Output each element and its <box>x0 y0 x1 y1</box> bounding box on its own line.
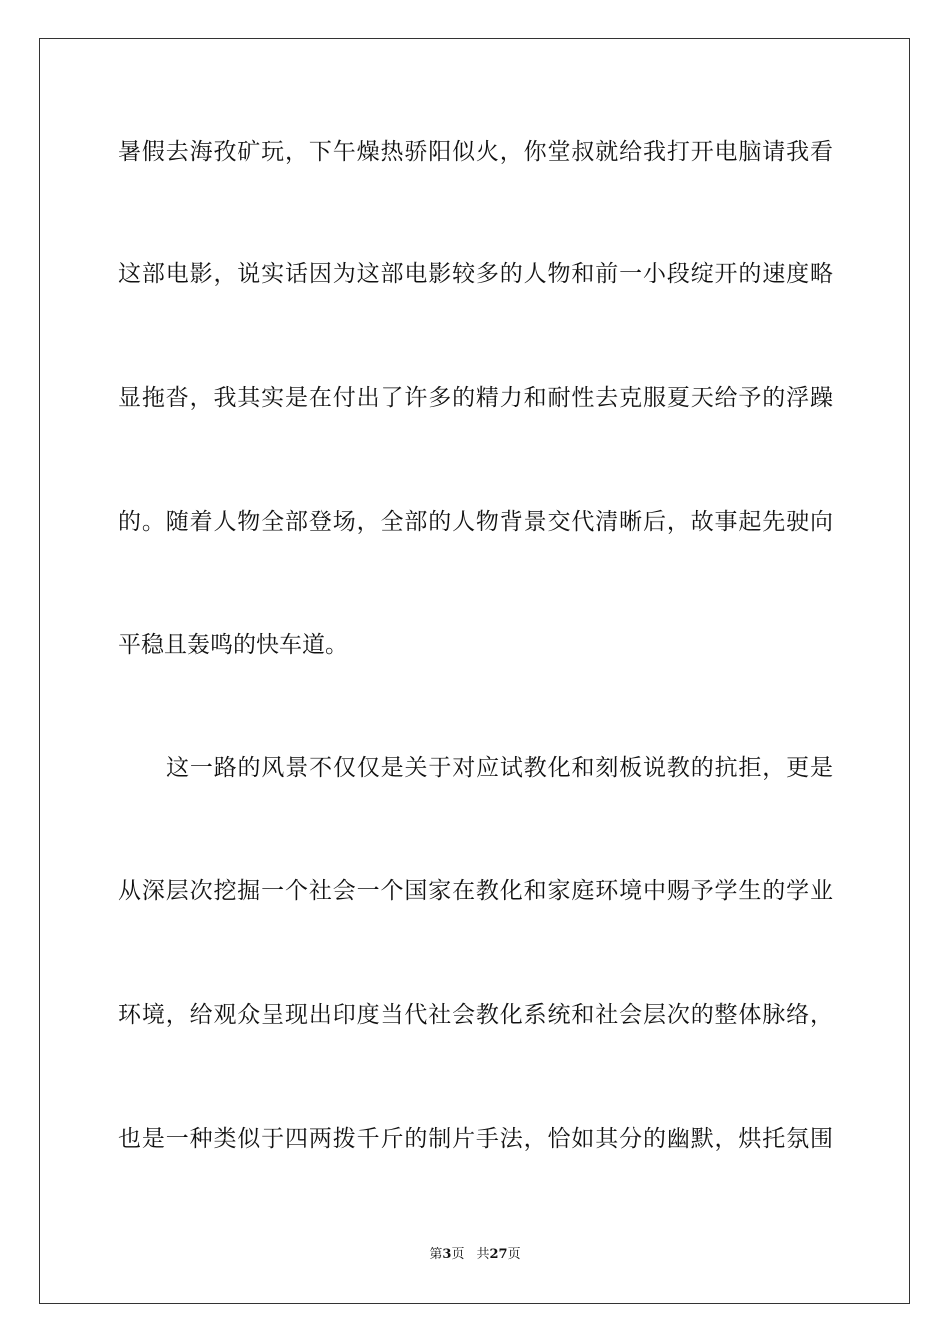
paragraph-first-line: 这一路的风景不仅仅是关于对应试教化和刻板说教的抗拒，更是 <box>166 755 833 781</box>
page-footer <box>0 1246 950 1264</box>
text-line: 从深层次挖掘一个社会一个国家在教化和家庭环境中赐予学生的学业 <box>118 878 833 904</box>
text-line: 这部电影，说实话因为这部电影较多的人物和前一小段绽开的速度略 <box>118 261 833 287</box>
text-line: 平稳且轰鸣的快车道。 <box>118 632 348 658</box>
total-pages: 27 <box>489 1247 508 1262</box>
total-suffix: 页 <box>507 1247 521 1262</box>
text-line: 也是一种类似于四两拨千斤的制片手法，恰如其分的幽默，烘托氛围 <box>118 1126 833 1152</box>
page-number: 3 <box>442 1247 452 1262</box>
text-line: 的。随着人物全部登场，全部的人物背景交代清晰后，故事起先驶向 <box>118 509 833 535</box>
text-line: 环境，给观众呈现出印度当代社会教化系统和社会层次的整体脉络， <box>118 1002 833 1028</box>
page-prefix: 第 <box>429 1247 443 1262</box>
total-prefix: 共 <box>476 1247 490 1262</box>
text-line: 暑假去海孜矿玩，下午燥热骄阳似火，你堂叔就给我打开电脑请我看 <box>118 139 833 165</box>
page-suffix: 页 <box>451 1247 465 1262</box>
page-border <box>39 38 910 1304</box>
text-line: 显拖沓，我其实是在付出了许多的精力和耐性去克服夏天给予的浮躁 <box>118 385 833 411</box>
